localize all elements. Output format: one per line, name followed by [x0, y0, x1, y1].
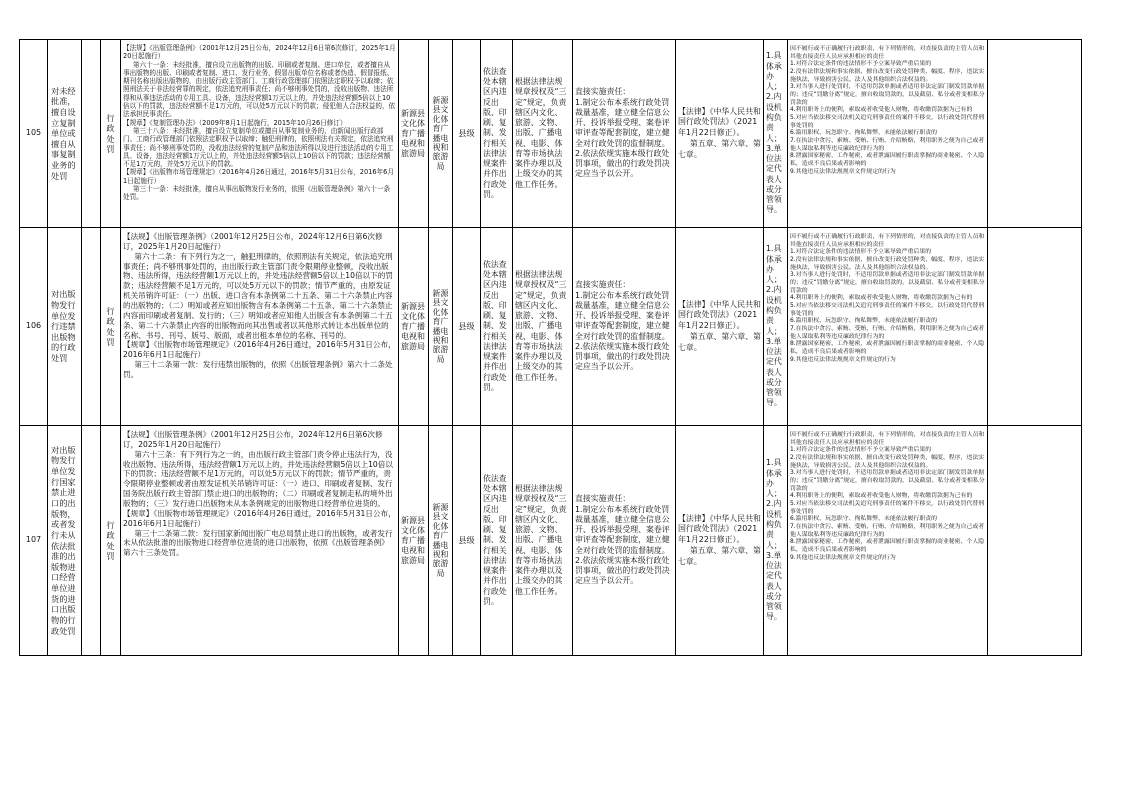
remark-cell	[988, 228, 1082, 426]
accountability-law: 【法律】《中华人民共和国行政处罚法》（2021年1月22日修正）。 第五章、第六章、第七章。	[676, 426, 764, 656]
accountability-situations	[788, 228, 988, 426]
accountability-law: 【法律】《中华人民共和国行政处罚法》（2021年1月22日修正）。 第五章、第六章、第七章。	[676, 228, 764, 426]
accountability-line: 8.泄露国家秘密、工作秘密，或者泄露因履行职责掌握的商业秘密、个人隐私，造成不良后果或者影响的	[790, 341, 985, 356]
responsibility-items: 直接实施责任： 1.制定公布本系统行政处罚裁量基准，建立健全信息公开、投诉举报受理、案卷评审评查等配套制度，建立健全对行政处罚的监督制度。 2.依法依规实施本级行政处罚事项，做出的行政处罚决定应当予以公开。	[573, 228, 676, 426]
basis-line: 第六十一条：未经批准，擅自设立出版物的出版、印刷或者复制、进口单位，或者擅自从事出版物的出版、印刷或者复制、进口、发行业务，假冒出版单位名称或者伪造、假冒报纸、期刊名称出版出版物的，由出版行政主管部门、工商行政管理部门依照法定职权予以取缔；依照刑法关于非法经营罪的规定，依法追究刑事责任；尚不够刑事处罚的，没收出版物、违法所得和从事违法活动的专用工具、设备，违法经营额1万元以上的，并处违法经营额5倍以上10倍以下的罚款，违法经营额不足1万元的，可以处5万元以下的罚款；侵犯他人合法权益的，依法承担民事责任。	[123, 60, 396, 119]
accountability-line: 6.滥用职权、玩忽职守、徇私舞弊，未能依法履行职责的	[790, 516, 937, 523]
item-category: 行政处罚	[101, 426, 121, 656]
accountability-line: 9.其他违反法律法规规章文件规定的行为	[790, 168, 896, 175]
accountability-line: 9.其他违反法律法规规章文件规定的行为	[790, 356, 896, 363]
legal-basis	[121, 228, 399, 426]
accountability-line: 8.泄露国家秘密、工作秘密，或者泄露因履行职责掌握的商业秘密、个人隐私，造成不良后果或者影响的	[790, 153, 985, 168]
basis-line: 第三十二条第二款：发行国家新闻出版广电总局禁止进口的出版物，或者发行未从依法批准的出版物进口经营单位进货的进口出版物，依照《出版管理条例》第六十三条处罚。	[123, 528, 393, 558]
responsibility-items: 直接实施责任： 1.制定公布本系统行政处罚裁量基准，建立健全信息公开、投诉举报受理、案卷评审评查等配套制度，建立健全对行政处罚的监督制度。 2.依法依规实施本级行政处罚事项，做出的行政处罚决定应当予以公开。	[573, 426, 676, 656]
basis-line: 第六十二条：有下列行为之一，触犯刑律的，依照刑法有关规定，依法追究刑事责任；尚不够刑事处罚的，由出版行政主管部门责令限期停业整顿，没收出版物、违法所得，违法经营额1万元以上的，并处违法经营额5倍以上10倍以下的罚款；违法经营额不足1万元的，可以处5万元以下的罚款；情节严重的，由原发证机关吊销许可证：（一）出版、进口含有本条例第二十五条、第二十六条禁止内容的出版物的；（二）明知或者应知出版物含有本条例第二十五条、第二十六条禁止内容而印刷或者复制、发行的；（三）明知或者应知他人出版含有本条例第二十五条、第二十六条禁止内容的出版物而向其出售或者以其他形式转让本出版单位的名称、书号、刊号、版号、版面，或者出租本单位的名称、刊号的。	[123, 251, 393, 340]
basis-line: 第三十二条第一款：发行违禁出版物的，依照《出版管理条例》第六十二条处罚。	[123, 360, 393, 380]
accountability-line: 1.对符合法定条件的违法情形不予立案导致严重后果的	[790, 447, 932, 454]
blank-cell	[82, 228, 101, 426]
accountability-line: 因不履行或不正确履行行政职责，有下列情形的，对直接负责的主管人员和其他直接责任人员应承担相应的责任	[790, 234, 985, 248]
basis-line: 【法规】《出版管理条例》（2001年12月25日公布，2024年12月6日第6次修订，2025年1月20日起施行）	[123, 232, 383, 251]
remark-cell	[988, 426, 1082, 656]
implementation-content: 依法查处本辖区内违反出版、印刷、复制、发行相关法律法规案件并作出行政处罚。	[481, 228, 513, 426]
accountability-line: 4.利用职务上的便利，索取或者收受他人财物，将收缴罚款据为己有的	[790, 107, 973, 114]
accountability-line: 7.在执法中贪污、索贿、受贿、行贿、介绍贿赂，利用职务之便为自己或者他人谋取私利等违反廉政纪律行为的	[790, 524, 985, 538]
duty-description: 根据法律法规规章授权及“三定”规定，负责辖区内文化、旅游、文物、出版、广播电视、电影、体育等市场执法案件办理以及上级交办的其他工作任务。	[513, 228, 573, 426]
item-category: 行政处罚	[101, 228, 121, 426]
exercise-level: 县级	[453, 228, 481, 426]
accountability-line: 3.对当事人进行处罚时，不适用罚款单据或者适用非法定部门制发罚款单据的；违反“罚缴分离”规定，擅自收取罚款的，以及截留、私分或者变相私分罚款的	[790, 272, 985, 294]
implementation-content: 依法查处本辖区内违反出版、印刷、复制、发行相关法律法规案件并作出行政处罚。	[481, 426, 513, 656]
accountability-law: 【法律】《中华人民共和国行政处罚法》（2021年1月22日修正）。 第五章、第六章、第七章。	[676, 40, 764, 228]
exercise-level: 县级	[453, 40, 481, 228]
basis-line: 【规章】《出版物市场管理规定》（2016年4月26日通过，2016年5月31日公布，2016年6月1日起施行）	[123, 340, 396, 360]
duty-description: 根据法律法规规章授权及“三定”规定，负责辖区内文化、旅游、文物、出版、广播电视、电影、体育等市场执法案件办理以及上级交办的其他工作任务。	[513, 426, 573, 656]
accountability-line: 因不履行或不正确履行行政职责，有下列情形的，对直接负责的主管人员和其他直接责任人员应承担相应的责任	[790, 432, 985, 446]
basis-line: 【法规】《出版管理条例》（2001年12月25日公布，2024年12月6日第6次修订，2025年1月20日起施行）	[123, 430, 383, 449]
responsibility-subject: 1.具体承办人；2.内设机构负责人；3.单位法定代表人或分管领导。	[764, 426, 788, 656]
accountability-line: 3.对当事人进行处罚时，不适用罚款单据或者适用非法定部门制发罚款单据的；违反“罚缴分离”规定，擅自收取罚款的，以及截留、私分或者变相私分罚款的	[790, 470, 985, 492]
accountability-line: 1.对符合法定条件的违法情形不予立案导致严重后果的	[790, 61, 932, 68]
accountability-line: 5.对应当依法移交司法机关追究刑事责任的案件不移交，以行政处罚代替刑事处罚的	[790, 115, 985, 129]
accountability-line: 6.滥用职权、玩忽职守、徇私舞弊，未能依法履行职责的	[790, 130, 937, 137]
accountability-line: 3.对当事人进行处罚时，不适用罚款单据或者适用非法定部门制发罚款单据的；违反“罚缴分离”规定，擅自收取罚款的，以及截留、私分或者变相私分罚款的	[790, 84, 985, 106]
basis-line: 第六十三条：有下列行为之一的，由出版行政主管部门责令停止违法行为，没收出版物、违法所得，违法经营额1万元以上的，并处违法经营额5倍以上10倍以下的罚款；违法经营额不足1万元的，可以处5万元以下的罚款；情节严重的，责令限期停业整顿或者由原发证机关吊销许可证：（一）进口、印刷或者复制、发行国务院出版行政主管部门禁止进口的出版物的；（二）印刷或者复制走私的境外出版物的；（三）发行进口出版物未从本条例规定的出版物进口经营单位进货的。	[123, 449, 393, 509]
accountability-line: 2.没有法律法规和事实依据、擅自改变行政处罚种类、幅度、程序，违法实施执法，导致损害公民、法人及其他组织合法权益的。	[790, 257, 985, 271]
accountability-line: 2.没有法律法规和事实依据、擅自改变行政处罚种类、幅度、程序，违法实施执法，导致损害公民、法人及其他组织合法权益的。	[790, 455, 985, 469]
responsibility-subject: 1.具体承办人；2.内设机构负责人；3.单位法定代表人或分管领导。	[764, 40, 788, 228]
item-name: 对出版物发行单位发行违禁出版物的行政处罚	[48, 228, 82, 426]
implementation-content: 依法查处本辖区内违反出版、印刷、复制、发行相关法律法规案件并作出行政处罚。	[481, 40, 513, 228]
responsible-department: 新源县文化体育广播电视和旅游局	[429, 40, 453, 228]
accountability-line: 4.利用职务上的便利，索取或者收受他人财物，将收缴罚款据为己有的	[790, 295, 973, 302]
table-row	[20, 228, 1082, 426]
duty-description: 根据法律法规规章授权及“三定”规定，负责辖区内文化、旅游、文物、出版、广播电视、电影、体育等市场执法案件办理以及上级交办的其他工作任务。	[513, 40, 573, 228]
item-name: 对未经批准，擅自设立复制单位或擅自从事复制业务的处罚	[48, 40, 82, 228]
accountability-line: 5.对应当依法移交司法机关追究刑事责任的案件不移交，以行政处罚代替刑事处罚的	[790, 501, 985, 515]
legal-basis	[121, 40, 399, 228]
accountability-line: 5.对应当依法移交司法机关追究刑事责任的案件不移交，以行政处罚代替刑事处罚的	[790, 303, 985, 317]
row-number: 105	[20, 40, 48, 228]
accountability-line: 9.其他违反法律法规规章文件规定的行为	[790, 554, 896, 561]
row-number: 106	[20, 228, 48, 426]
responsible-department: 新源县文化体育广播电视和旅游局	[429, 426, 453, 656]
item-category: 行政处罚	[101, 40, 121, 228]
accountability-line: 6.滥用职权、玩忽职守、徇私舞弊，未能依法履行职责的	[790, 318, 937, 325]
basis-line: 【规章】《出版物市场管理规定》（2016年4月26日通过，2016年5月31日公布，2016年6月1日起施行）	[123, 168, 394, 185]
responsible-department: 新源县文化体育广播电视和旅游局	[429, 228, 453, 426]
basis-line: 【法规】《出版管理条例》（2001年12月25日公布，2024年12月6日第6次修订，2025年1月20日起施行）	[123, 44, 396, 61]
implementing-department: 新源县文化体育广播电视和旅游局	[399, 426, 429, 656]
responsibility-subject: 1.具体承办人；2.内设机构负责人；3.单位法定代表人或分管领导。	[764, 228, 788, 426]
accountability-situations	[788, 40, 988, 228]
implementing-department: 新源县文化体育广播电视和旅游局	[399, 228, 429, 426]
exercise-level: 县级	[453, 426, 481, 656]
basis-line: 【规章】《复制管理办法》（2009年8月1日起施行，2015年10月26日修订）	[123, 118, 347, 127]
accountability-situations	[788, 426, 988, 656]
blank-cell	[82, 426, 101, 656]
blank-cell	[82, 40, 101, 228]
accountability-line: 8.泄露国家秘密、工作秘密，或者泄露因履行职责掌握的商业秘密、个人隐私，造成不良后果或者影响的	[790, 539, 985, 554]
item-name: 对出版物发行单位发行国家禁止进口的出版物，或者发行未从依法批准的出版物进口经营单位进货的进口出版物的行政处罚	[48, 426, 82, 656]
accountability-line: 4.利用职务上的便利，索取或者收受他人财物，将收缴罚款据为己有的	[790, 493, 973, 500]
implementing-department: 新源县文化体育广播电视和旅游局	[399, 40, 429, 228]
basis-line: 【规章】《出版物市场管理规定》（2016年4月26日通过，2016年5月31日公布，2016年6月1日起施行）	[123, 508, 396, 528]
accountability-line: 7.在执法中贪污、索贿、受贿、行贿、介绍贿赂，利用职务之便为自己或者他人谋取私利等违反廉政纪律行为的	[790, 326, 985, 340]
remark-cell	[988, 40, 1082, 228]
accountability-line: 因不履行或不正确履行行政职责，有下列情形的，对直接负责的主管人员和其他直接责任人员应承担相应的责任	[790, 46, 985, 60]
table-row	[20, 40, 1082, 228]
basis-line: 第三十八条：未经批准，擅自设立复制单位或擅自从事复制业务的，由新闻出版行政部门、工商行政管理部门依照法定职权予以取缔；触犯刑律的，依照刑法有关规定，依法追究刑事责任；尚不够刑事处罚的，没收违法经营的复制产品和违法所得以及进行违法活动的专用工具、设备，违法经营额1万元以上的，并处违法经营额5倍以上10倍以下的罚款；违法经营额不足1万元的，并处5万元以下的罚款。	[123, 126, 394, 169]
accountability-line: 1.对符合法定条件的违法情形不予立案导致严重后果的	[790, 249, 932, 256]
table-row	[20, 426, 1082, 656]
accountability-line: 2.没有法律法规和事实依据、擅自改变行政处罚种类、幅度、程序，违法实施执法，导致损害公民、法人及其他组织合法权益的。	[790, 69, 985, 83]
accountability-line: 7.在执法中贪污、索贿、受贿、行贿、介绍贿赂，利用职务之便为自己或者他人谋取私利等违反廉政纪律行为的	[790, 138, 985, 152]
basis-line: 第三十一条：未经批准，擅自从事出版物发行业务的，依照《出版管理条例》第六十一条处罚。	[123, 185, 391, 202]
power-list-table	[19, 39, 1082, 656]
responsibility-items: 直接实施责任： 1.制定公布本系统行政处罚裁量基准，建立健全信息公开、投诉举报受理、案卷评审评查等配套制度，建立健全对行政处罚的监督制度。 2.依法依规实施本级行政处罚事项，做出的行政处罚决定应当予以公开。	[573, 40, 676, 228]
legal-basis	[121, 426, 399, 656]
row-number: 107	[20, 426, 48, 656]
